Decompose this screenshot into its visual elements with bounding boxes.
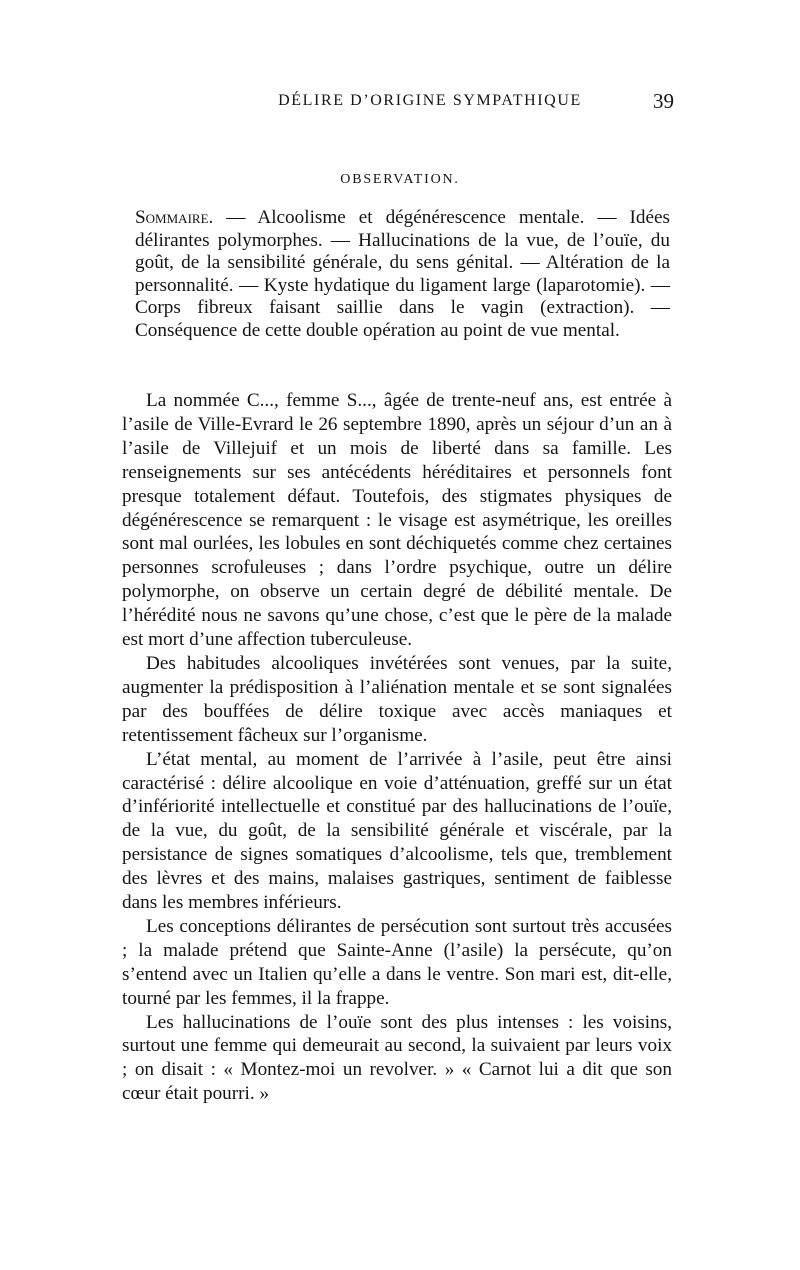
running-title: DÉLIRE D’ORIGINE SYMPATHIQUE: [278, 92, 582, 109]
section-heading: OBSERVATION.: [340, 172, 460, 187]
paragraph: Les conceptions délirantes de persécution sont surtout très accusées ; la malade prétend que Sainte-Anne (l’asile) la persécute, qu’on s’entend avec un Italien qu’elle a dans le ventre. Son mari est, dit-elle, tourné par les femmes, il la frappe.: [122, 915, 672, 1009]
body-text: [122, 389, 672, 1106]
page-number: 39: [653, 89, 674, 113]
paragraph: Les hallucinations de l’ouïe sont des plus intenses : les voisins, surtout une femme qui demeurait au second, la suivaient par leurs voix ; on disait : « Montez-moi un revolver. » « Carnot lui a dit que son cœur était pourri. »: [122, 1011, 672, 1105]
paragraph: L’état mental, au moment de l’arrivée à l’asile, peut être ainsi caractérisé : délire alcoolique en voie d’atténuation, greffé sur un état d’infériorité intellectuelle et constitué par des hallucinations de l’ouïe, de la vue, du goût, de la sensibilité générale et viscérale, par la persistance de signes somatiques d’alcoolisme, tels que, tremblement des lèvres et des mains, malaises gastriques, sentiment de faiblesse dans les membres inférieurs.: [122, 748, 672, 914]
running-head: [120, 89, 680, 122]
summary-block: [135, 207, 670, 343]
paragraph: Des habitudes alcooliques invétérées sont venues, par la suite, augmenter la prédisposition à l’aliénation mentale et se sont signalées par des bouffées de délire toxique avec accès maniaques et retentissement fâcheux sur l’organisme.: [122, 652, 672, 746]
summary-text: — Alcoolisme et dégénérescence mentale. — Idées délirantes polymorphes. — Hallucinations de la vue, de l’ouïe, du goût, de la sensibilité générale, du sens génital. — Altération de la personnalité. — Kyste hydatique du ligament large (laparotomie). — Corps fibreux faisant saillie dans le vagin (extraction). — Conséquence de cette double opération au point de vue mental.: [135, 207, 670, 341]
summary-lead: Sommaire.: [135, 207, 214, 228]
paragraph: La nommée C..., femme S..., âgée de trente-neuf ans, est entrée à l’asile de Ville-Evrard le 26 septembre 1890, après un séjour d’un an à l’asile de Villejuif et un mois de liberté dans sa famille. Les renseignements sur ses antécédents héréditaires et personnels font presque totalement défaut. Toutefois, des stigmates physiques de dégénérescence se remarquent : le visage est asymétrique, les oreilles sont mal ourlées, les lobules en sont déchiquetés comme chez certaines personnes scrofuleuses ; dans l’ordre psychique, outre un délire polymorphe, on observe un certain degré de débilité mentale. De l’hérédité nous ne savons qu’une chose, c’est que le père de la malade est mort d’une affection tuberculeuse.: [122, 390, 672, 651]
